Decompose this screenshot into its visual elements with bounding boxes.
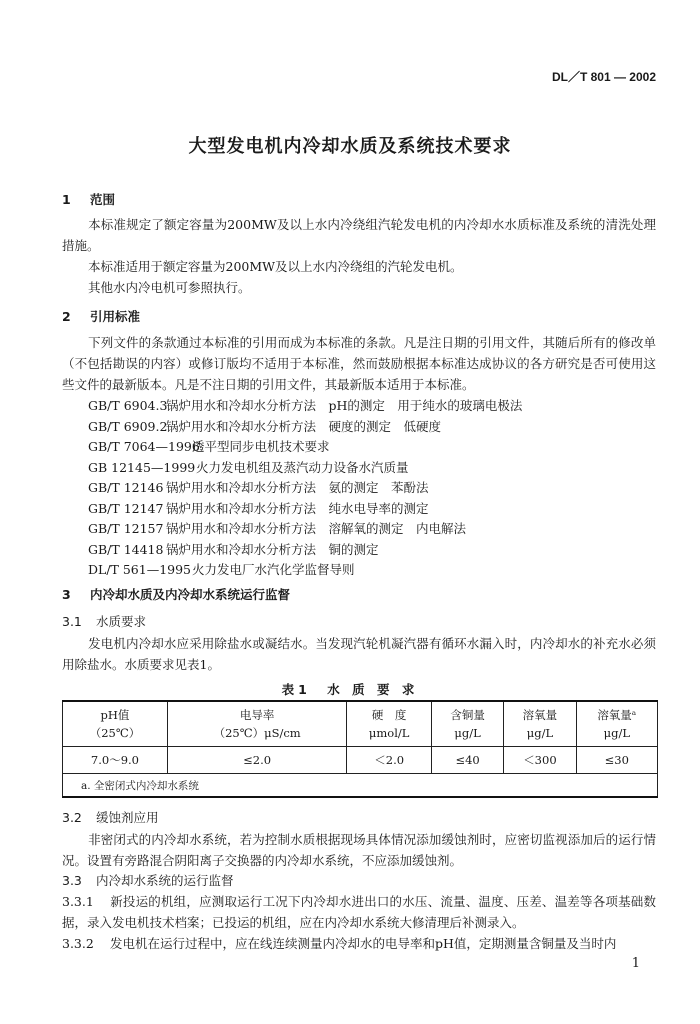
section-title: 内冷却水质及内冷却水系统运行监督 <box>90 587 291 602</box>
page-number: 1 <box>631 956 640 971</box>
table-header-cell <box>504 701 576 747</box>
subsection-3-2-heading <box>62 808 159 826</box>
reference-item <box>88 458 522 479</box>
table-row <box>63 747 658 774</box>
table-header-row <box>63 701 658 747</box>
table-note-row <box>63 774 658 798</box>
paragraph-text: 新投运的机组，应测取运行工况下内冷却水进出口的水压、流量、温度、压差、温差等各项基础数据，录入发电机技术档案；已投运的机组，应在内冷却水系统大修清理后补测录入。 <box>62 894 656 930</box>
header-unit: μg/L <box>526 726 554 740</box>
section-3-heading <box>62 585 290 603</box>
header-name: 硬 度 <box>371 708 407 722</box>
subsection-3-3-2-paragraph <box>62 933 656 954</box>
table-note: a. 全密闭式内冷却水系统 <box>63 774 658 798</box>
section-1-paragraph-3: 其他水内冷电机可参照执行。 <box>88 280 251 295</box>
reference-item <box>88 540 522 561</box>
reference-item <box>88 417 522 438</box>
table-header-cell <box>63 701 168 747</box>
water-quality-table <box>62 700 658 798</box>
section-1-heading <box>62 190 115 208</box>
reference-item <box>88 478 522 499</box>
header-name: 溶氧量ᵃ <box>597 708 637 722</box>
standard-code: DL／T 801 — 2002 <box>551 70 656 84</box>
reference-item <box>88 560 522 581</box>
table-cell: ＜2.0 <box>347 747 432 774</box>
clause-number: 3.3.2 <box>62 936 94 951</box>
section-number: 3 <box>62 587 71 602</box>
table-cell: 7.0～9.0 <box>63 747 168 774</box>
section-1-paragraph-1 <box>62 214 656 256</box>
paragraph-text: 发电机在运行过程中，应在线连续测量内冷却水的电导率和pH值，定期测量含铜量及当时内 <box>110 936 617 951</box>
section-title: 引用标准 <box>90 309 141 324</box>
section-1-paragraph-2: 本标准适用于额定容量为200MW及以上水内冷绕组的汽轮发电机。 <box>88 259 463 274</box>
reference-title: 火力发电厂水汽化学监督导则 <box>192 562 355 577</box>
table-header-cell <box>431 701 503 747</box>
subsection-title: 缓蚀剂应用 <box>96 810 159 825</box>
reference-title: 锅炉用水和冷却水分析方法 溶解氧的测定 内电解法 <box>166 521 467 536</box>
reference-item <box>88 499 522 520</box>
section-number: 2 <box>62 309 71 324</box>
reference-code: GB/T 12147 <box>88 500 164 516</box>
reference-item <box>88 519 522 540</box>
subsection-3-1-heading <box>62 612 146 630</box>
paragraph-text: 本标准规定了额定容量为200MW及以上水内冷绕组汽轮发电机的内冷却水水质标准及系统的清洗处理措施。 <box>62 217 656 253</box>
header-unit: μmol/L <box>368 726 410 740</box>
table-cell: ≤40 <box>431 747 503 774</box>
reference-title: 透平型同步电机技术要求 <box>192 439 330 454</box>
paragraph-text: 发电机内冷却水应采用除盐水或凝结水。当发现汽轮机凝汽器有循环水漏入时，内冷却水的补充水必须用除盐水。水质要求见表1。 <box>62 636 656 672</box>
subsection-3-2-paragraph <box>62 829 656 871</box>
table-header-cell <box>167 701 346 747</box>
header-unit: （25℃） <box>89 726 141 740</box>
section-title: 范围 <box>90 192 116 207</box>
reference-list <box>88 396 522 581</box>
header-unit: （25℃）μS/cm <box>213 726 301 740</box>
table-header-cell <box>576 701 657 747</box>
subsection-3-1-paragraph <box>62 633 656 675</box>
reference-title: 锅炉用水和冷却水分析方法 氨的测定 苯酚法 <box>166 480 429 495</box>
reference-code: GB/T 14418 <box>88 541 164 557</box>
subsection-title: 内冷却水系统的运行监督 <box>96 873 234 888</box>
subsection-number: 3.1 <box>62 614 82 629</box>
paragraph-text: 下列文件的条款通过本标准的引用而成为本标准的条款。凡是注日期的引用文件，其随后所有的修改单（不包括勘误的内容）或修订版均不适用于本标准，然而鼓励根据本标准达成协议的各方研究是否可使用这些文件的最新版本。凡是不注日期的引用文件，其最新版本适用于本标准。 <box>62 335 656 392</box>
reference-code: GB/T 12146 <box>88 480 164 495</box>
subsection-number: 3.2 <box>62 810 82 825</box>
subsection-3-3-1-paragraph <box>62 891 656 933</box>
table-cell: ＜300 <box>504 747 576 774</box>
table-cell: ≤30 <box>576 747 657 774</box>
section-number: 1 <box>62 192 71 207</box>
reference-code: GB/T 6909.2 <box>88 418 168 434</box>
document-title: 大型发电机内冷却水质及系统技术要求 <box>188 136 512 157</box>
reference-title: 锅炉用水和冷却水分析方法 硬度的测定 低硬度 <box>166 418 442 434</box>
reference-code: GB/T 7064—1996 <box>88 439 200 454</box>
header-name: pH值 <box>100 708 130 722</box>
table-cell: ≤2.0 <box>167 747 346 774</box>
subsection-3-3-heading <box>62 871 234 889</box>
reference-code: GB/T 12157 <box>88 521 164 536</box>
reference-item <box>88 437 522 458</box>
header-name: 含铜量 <box>450 708 485 722</box>
clause-number: 3.3.1 <box>62 894 94 909</box>
reference-title: 锅炉用水和冷却水分析方法 铜的测定 <box>166 541 379 557</box>
reference-code: GB 12145—1999 <box>88 459 196 475</box>
paragraph-text: 非密闭式的内冷却水系统，若为控制水质根据现场具体情况添加缓蚀剂时，应密切监视添加后的运行情况。设置有旁路混合阴阳离子交换器的内冷却水系统，不应添加缓蚀剂。 <box>62 832 656 868</box>
reference-item <box>88 396 522 417</box>
section-2-heading <box>62 307 140 325</box>
subsection-number: 3.3 <box>62 873 82 888</box>
header-name: 溶氧量 <box>522 708 558 722</box>
reference-code: DL/T 561—1995 <box>88 562 192 577</box>
header-unit: μg/L <box>454 726 481 740</box>
reference-title: 火力发电机组及蒸汽动力设备水汽质量 <box>196 459 409 475</box>
header-name: 电导率 <box>239 708 275 722</box>
subsection-title: 水质要求 <box>96 614 147 629</box>
table-caption: 表1 水 质 要 求 <box>281 682 419 697</box>
table-header-cell <box>347 701 432 747</box>
reference-code: GB/T 6904.3 <box>88 398 168 413</box>
header-unit: μg/L <box>603 726 630 740</box>
reference-title: 锅炉用水和冷却水分析方法 pH的测定 用于纯水的玻璃电极法 <box>166 398 523 413</box>
section-2-paragraph <box>62 332 656 395</box>
reference-title: 锅炉用水和冷却水分析方法 纯水电导率的测定 <box>166 500 429 516</box>
